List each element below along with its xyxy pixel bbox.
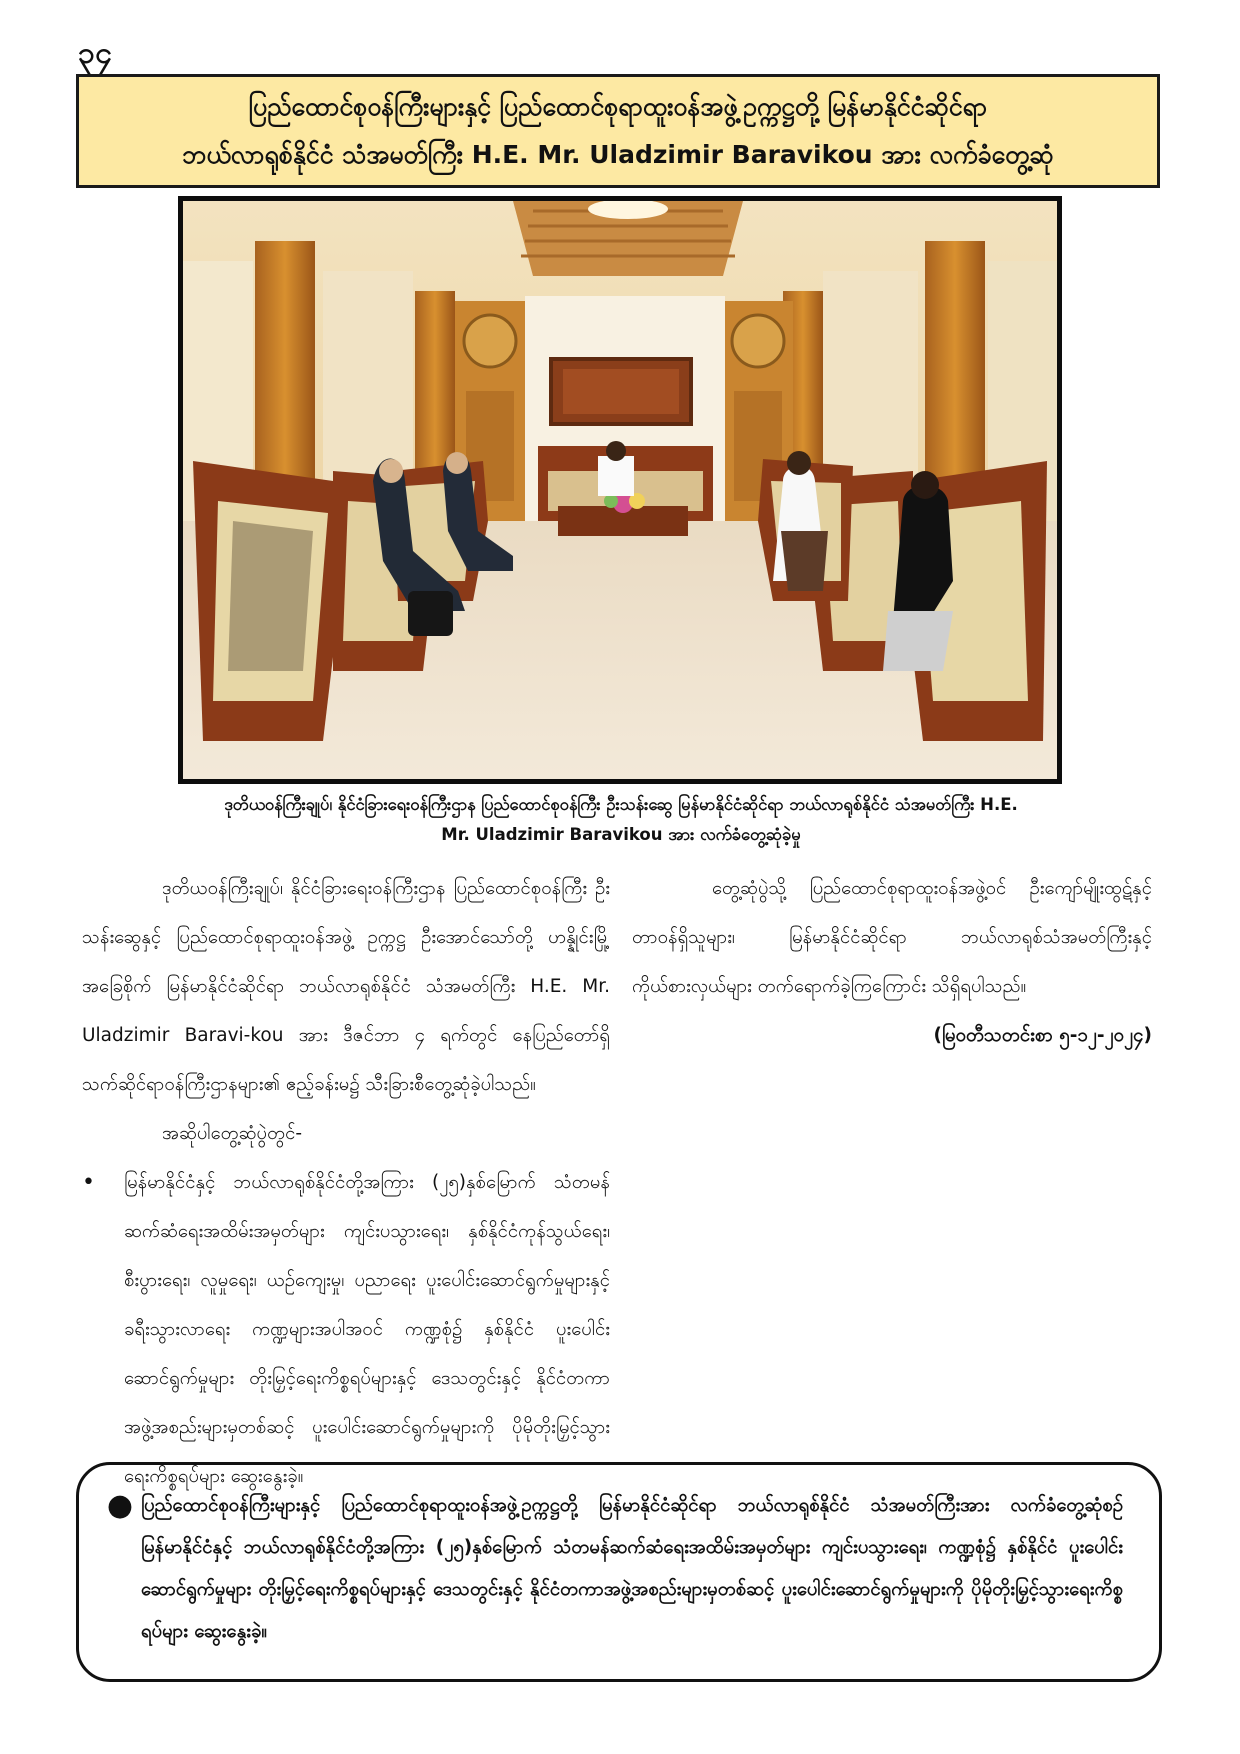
article-column-right xyxy=(632,864,1152,1060)
meeting-photo-illustration xyxy=(183,201,1057,779)
article-source: (မြဝတီသတင်းစာ ၅-၁၂-၂၀၂၄) xyxy=(933,1025,1152,1046)
article-paragraph-2: တွေ့ဆုံပွဲသို့ ပြည်ထောင်စုရာထူးဝန်အဖွဲ့ဝင် ဦးကျော်မျိုးထွဋ်နှင့် တာဝန်ရှိသူများ၊ မြန်မာနိုင်ငံဆိုင်ရာ ဘယ်လာရုစ်သံအမတ်ကြီးနှင့် ကိုယ်စားလှယ်များ တက်ရောက်ခဲ့ကြကြောင်း သိရှိရပါသည်။ xyxy=(632,878,1152,997)
summary-box xyxy=(76,1462,1162,1682)
page-number: ၃၄ xyxy=(78,36,112,71)
bullet-dot-icon: ● xyxy=(106,1488,134,1523)
article-column-left xyxy=(82,864,610,1501)
article-bullet-text: မြန်မာနိုင်ငံနှင့် ဘယ်လာရုစ်နိုင်ငံတို့အကြား (၂၅)နှစ်မြောက် သံတမန်ဆက်ဆံရေးအထိမ်းအမှတ်များ ကျင်းပသွားရေး၊ နှစ်နိုင်ငံကုန်သွယ်ရေး၊ စီးပွားရေး၊ လူမှုရေး၊ ယဉ်ကျေးမှု၊ ပညာရေး ပူးပေါင်းဆောင်ရွက်မှုများနှင့် ခရီးသွားလာရေး ကဏ္ဍများအပါအဝင် ကဏ္ဍစုံ၌ နှစ်နိုင်ငံ ပူးပေါင်းဆောင်ရွက်မှုများ တိုးမြှင့်ရေးကိစ္စရပ်များနှင့် ဒေသတွင်းနှင့် နိုင်ငံတကာအဖွဲ့အစည်းများမှတစ်ဆင့် ပူးပေါင်းဆောင်ရွက်မှုများကို ပိုမိုတိုးမြှင့်သွားရေးကိစ္စရပ်များ ဆွေးနွေးခဲ့။ xyxy=(124,1172,610,1487)
meeting-photo xyxy=(178,196,1062,784)
article-paragraph-1: ဒုတိယဝန်ကြီးချုပ်၊ နိုင်ငံခြားရေးဝန်ကြီးဌာန ပြည်ထောင်စုဝန်ကြီး ဦးသန်းဆွေနှင့် ပြည်ထောင်စုရာထူးဝန်အဖွဲ့ ဥက္ကဋ္ဌ ဦးအောင်သော်တို့ ဟန္နိုင်းမြို့အခြေစိုက် မြန်မာနိုင်ငံဆိုင်ရာ ဘယ်လာရုစ်နိုင်ငံ သံအမတ်ကြီး H.E. Mr. Uladzimir Baravi-kou အား ဒီဇင်ဘာ ၄ ရက်တွင် နေပြည်တော်ရှိ သက်ဆိုင်ရာဝန်ကြီးဌာနများ၏ ဧည့်ခန်းမ၌ သီးခြားစီတွေ့ဆုံခဲ့ပါသည်။ xyxy=(82,878,610,1095)
article-bullet-item xyxy=(82,1158,610,1501)
article-title-line-2: ဘယ်လာရုစ်နိုင်ငံ သံအမတ်ကြီး H.E. Mr. Uladzimir Baravikou အား လက်ခံတွေ့ဆုံ xyxy=(182,140,1054,169)
article-title-line-1: ပြည်ထောင်စုဝန်ကြီးများနှင့် ပြည်ထောင်စုရာထူးဝန်အဖွဲ့ဥက္ကဋ္ဌတို့ မြန်မာနိုင်ငံဆိုင်ရာ xyxy=(248,92,988,121)
summary-text: ပြည်ထောင်စုဝန်ကြီးများနှင့် ပြည်ထောင်စုရာထူးဝန်အဖွဲ့ဥက္ကဋ္ဌတို့ မြန်မာနိုင်ငံဆိုင်ရာ ဘယ်လာရုစ်နိုင်ငံ သံအမတ်ကြီးအား လက်ခံတွေ့ဆုံစဉ် မြန်မာနိုင်ငံနှင့် ဘယ်လာရုစ်နိုင်ငံတို့အကြား (၂၅)နှစ်မြောက် သံတမန်ဆက်ဆံရေးအထိမ်းအမှတ်များ ကျင်းပသွားရေး၊ ကဏ္ဍစုံ၌ နှစ်နိုင်ငံ ပူးပေါင်းဆောင်ရွက်မှုများ တိုးမြှင့်ရေးကိစ္စရပ်များနှင့် ဒေသတွင်းနှင့် နိုင်ငံတကာအဖွဲ့အစည်းများမှတစ်ဆင့် ပူးပေါင်းဆောင်ရွက်မှုများကို ပိုမိုတိုးမြှင့်သွားရေးကိစ္စရပ်များ ဆွေးနွေးခဲ့။ xyxy=(141,1495,1123,1642)
photo-caption xyxy=(86,790,1156,850)
article-title-box xyxy=(76,74,1160,188)
article-lead-in: အဆိုပါတွေ့ဆုံပွဲတွင်- xyxy=(162,1123,303,1144)
photo-caption-line-2: Mr. Uladzimir Baravikou အား လက်ခံတွေ့ဆုံခဲ့မှု xyxy=(441,825,801,844)
photo-caption-line-1: ဒုတိယဝန်ကြီးချုပ်၊ နိုင်ငံခြားရေးဝန်ကြီးဌာန ပြည်ထောင်စုဝန်ကြီး ဦးသန်းဆွေ မြန်မာနိုင်ငံဆိုင်ရာ ဘယ်လာရုစ်နိုင်ငံ သံအမတ်ကြီး H.E. xyxy=(224,795,1018,814)
bullet-dot-icon: • xyxy=(82,1170,95,1195)
